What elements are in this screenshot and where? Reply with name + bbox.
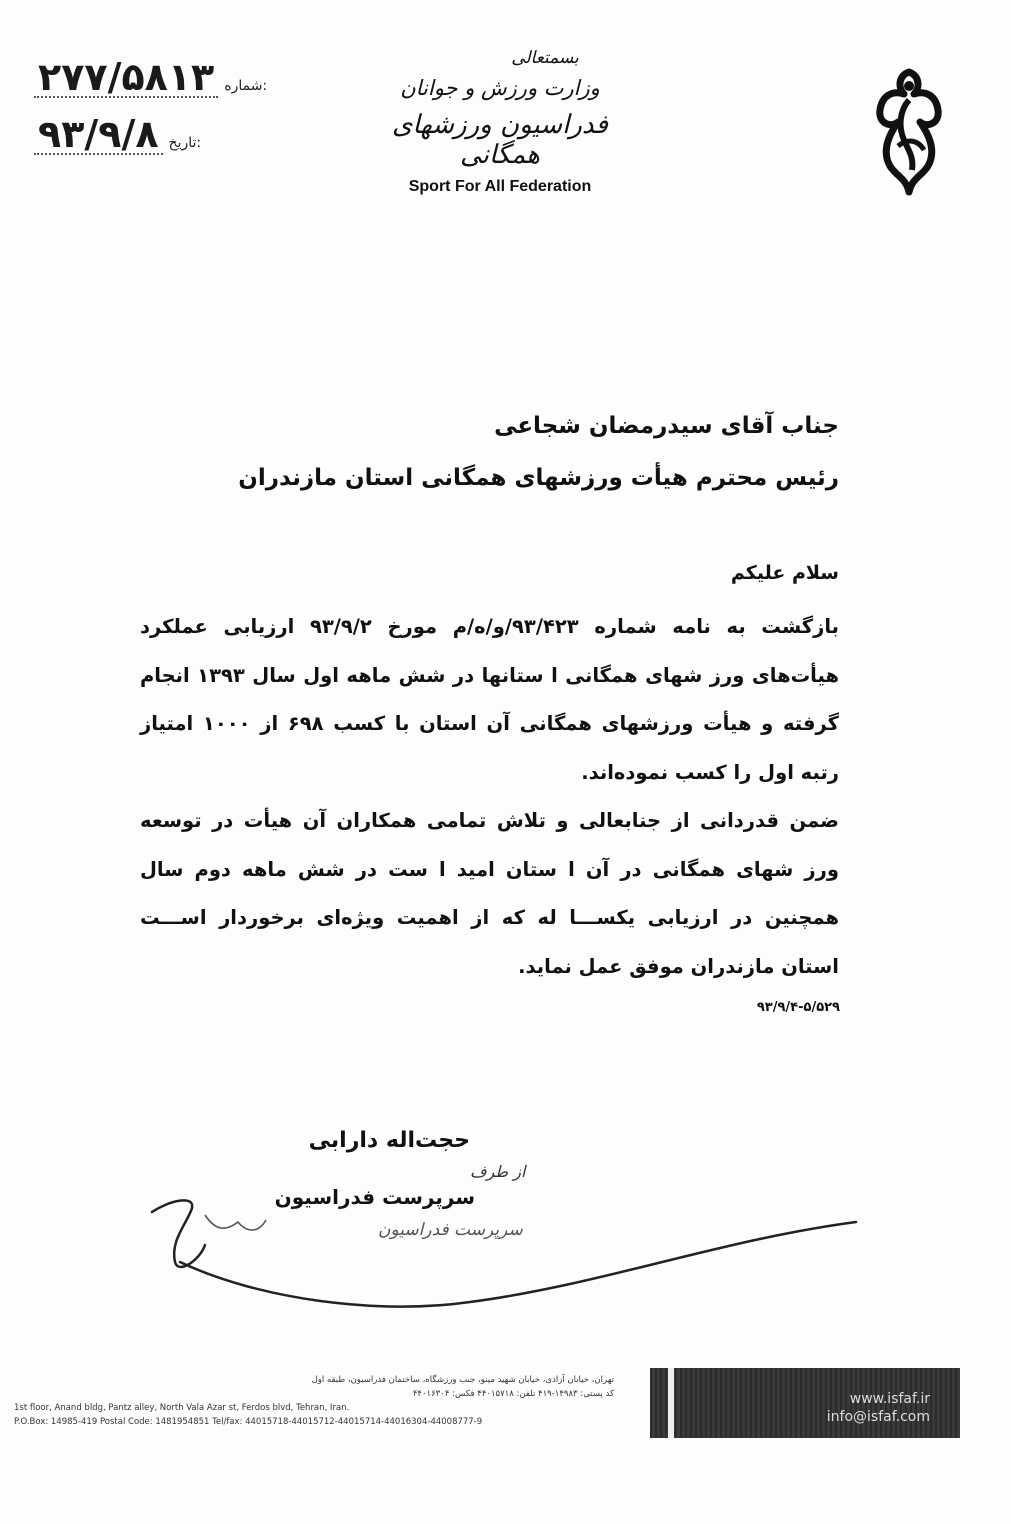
- addressee-title: رئیس محترم هیأت ورزشهای همگانی استان مازندران: [238, 465, 839, 491]
- letter-date-field: [34, 112, 202, 156]
- addressee-block: [140, 400, 839, 504]
- letter-number-label: شماره:: [224, 78, 268, 94]
- footer-address: [14, 1373, 614, 1429]
- letter-number-value: ۲۷۷/۵۸۱۳: [34, 58, 218, 98]
- greeting-text: سلام علیکم: [730, 562, 839, 584]
- federation-name-en: Sport For All Federation: [408, 178, 592, 195]
- footer-address-line-2: کد پستی: ۱۴۹۸۳-۴۱۹ تلفن: ۴۴۰۱۵۷۱۸ فکس: ۴۴۰۱۶۳۰۴: [412, 1389, 614, 1399]
- federation-name-fa: فدراسیون ورزشهای همگانی: [392, 110, 608, 170]
- footer-email[interactable]: info@isfaf.com: [826, 1409, 930, 1425]
- footer-address-line-3: 1st floor, Anand bldg, Pantz alley, North Vala Azar st, Ferdos blvd, Tehran, Iran.: [14, 1403, 350, 1413]
- footer-address-line-4: P.O.Box: 14985-419 Postal Code: 1481954851 Tel/fax: 44015718-44015712-44015714-44016304-44008777-9: [14, 1417, 483, 1427]
- body-paragraph-2: ضمن قدردانی از جنابعالی و تلاش تمامی همکاران آن هیأت در توسعه ورز شهای همگانی در آن ا ستان امید ا ست در شش ماهه دوم سال همچنین در ارزیابی یکســـا له که از اهمیت ویژه‌ای برخوردار اســـت استان مازندران موفق عمل نماید.: [140, 809, 839, 978]
- footer-box-stripe: [668, 1368, 674, 1438]
- footer-contact-box: [650, 1368, 960, 1438]
- on-behalf-note: از طرف: [470, 1162, 526, 1181]
- footer-address-line-1: تهران، خیابان آزادی، خیابان شهید مینو، جنب ورزشگاه، ساختمان فدراسیون، طبقه اول: [311, 1375, 614, 1385]
- letter-date-value: ۹۳/۹/۸: [34, 115, 163, 155]
- signatory-name: حجت‌اله دارابی: [308, 1128, 470, 1153]
- reference-code: ۹۳/۹/۴-۵/۵۲۹: [756, 1000, 840, 1015]
- letter-number-field: [34, 55, 268, 99]
- signatory-title: سرپرست فدراسیون: [274, 1185, 475, 1209]
- body-paragraph-1: بازگشت به نامه شماره ۹۳/۴۲۳/و/ه/م مورخ ۹۳/۹/۲ ارزیابی عملکرد هیأت‌های ورز شهای همگانی ا ستانها در شش ماهه اول سال ۱۳۹۳ انجام گرفته و هیأت ورزشهای همگانی آن استان با کسب ۶۹۸ از ۱۰۰۰ امتیاز رتبه اول را کسب نموده‌اند.: [140, 615, 839, 784]
- handwritten-title: سرپرست فدراسیون: [378, 1220, 523, 1240]
- footer-website[interactable]: www.isfaf.ir: [849, 1391, 930, 1407]
- bismillah-text: بسمتعالی: [511, 48, 579, 68]
- addressee-name: جناب آقای سیدرمضان شجاعی: [494, 413, 839, 439]
- ministry-name: وزارت ورزش و جوانان: [400, 76, 600, 100]
- letterhead: [380, 48, 620, 196]
- letter-date-label: تاریخ:: [168, 135, 202, 151]
- federation-logo-icon: [868, 66, 950, 200]
